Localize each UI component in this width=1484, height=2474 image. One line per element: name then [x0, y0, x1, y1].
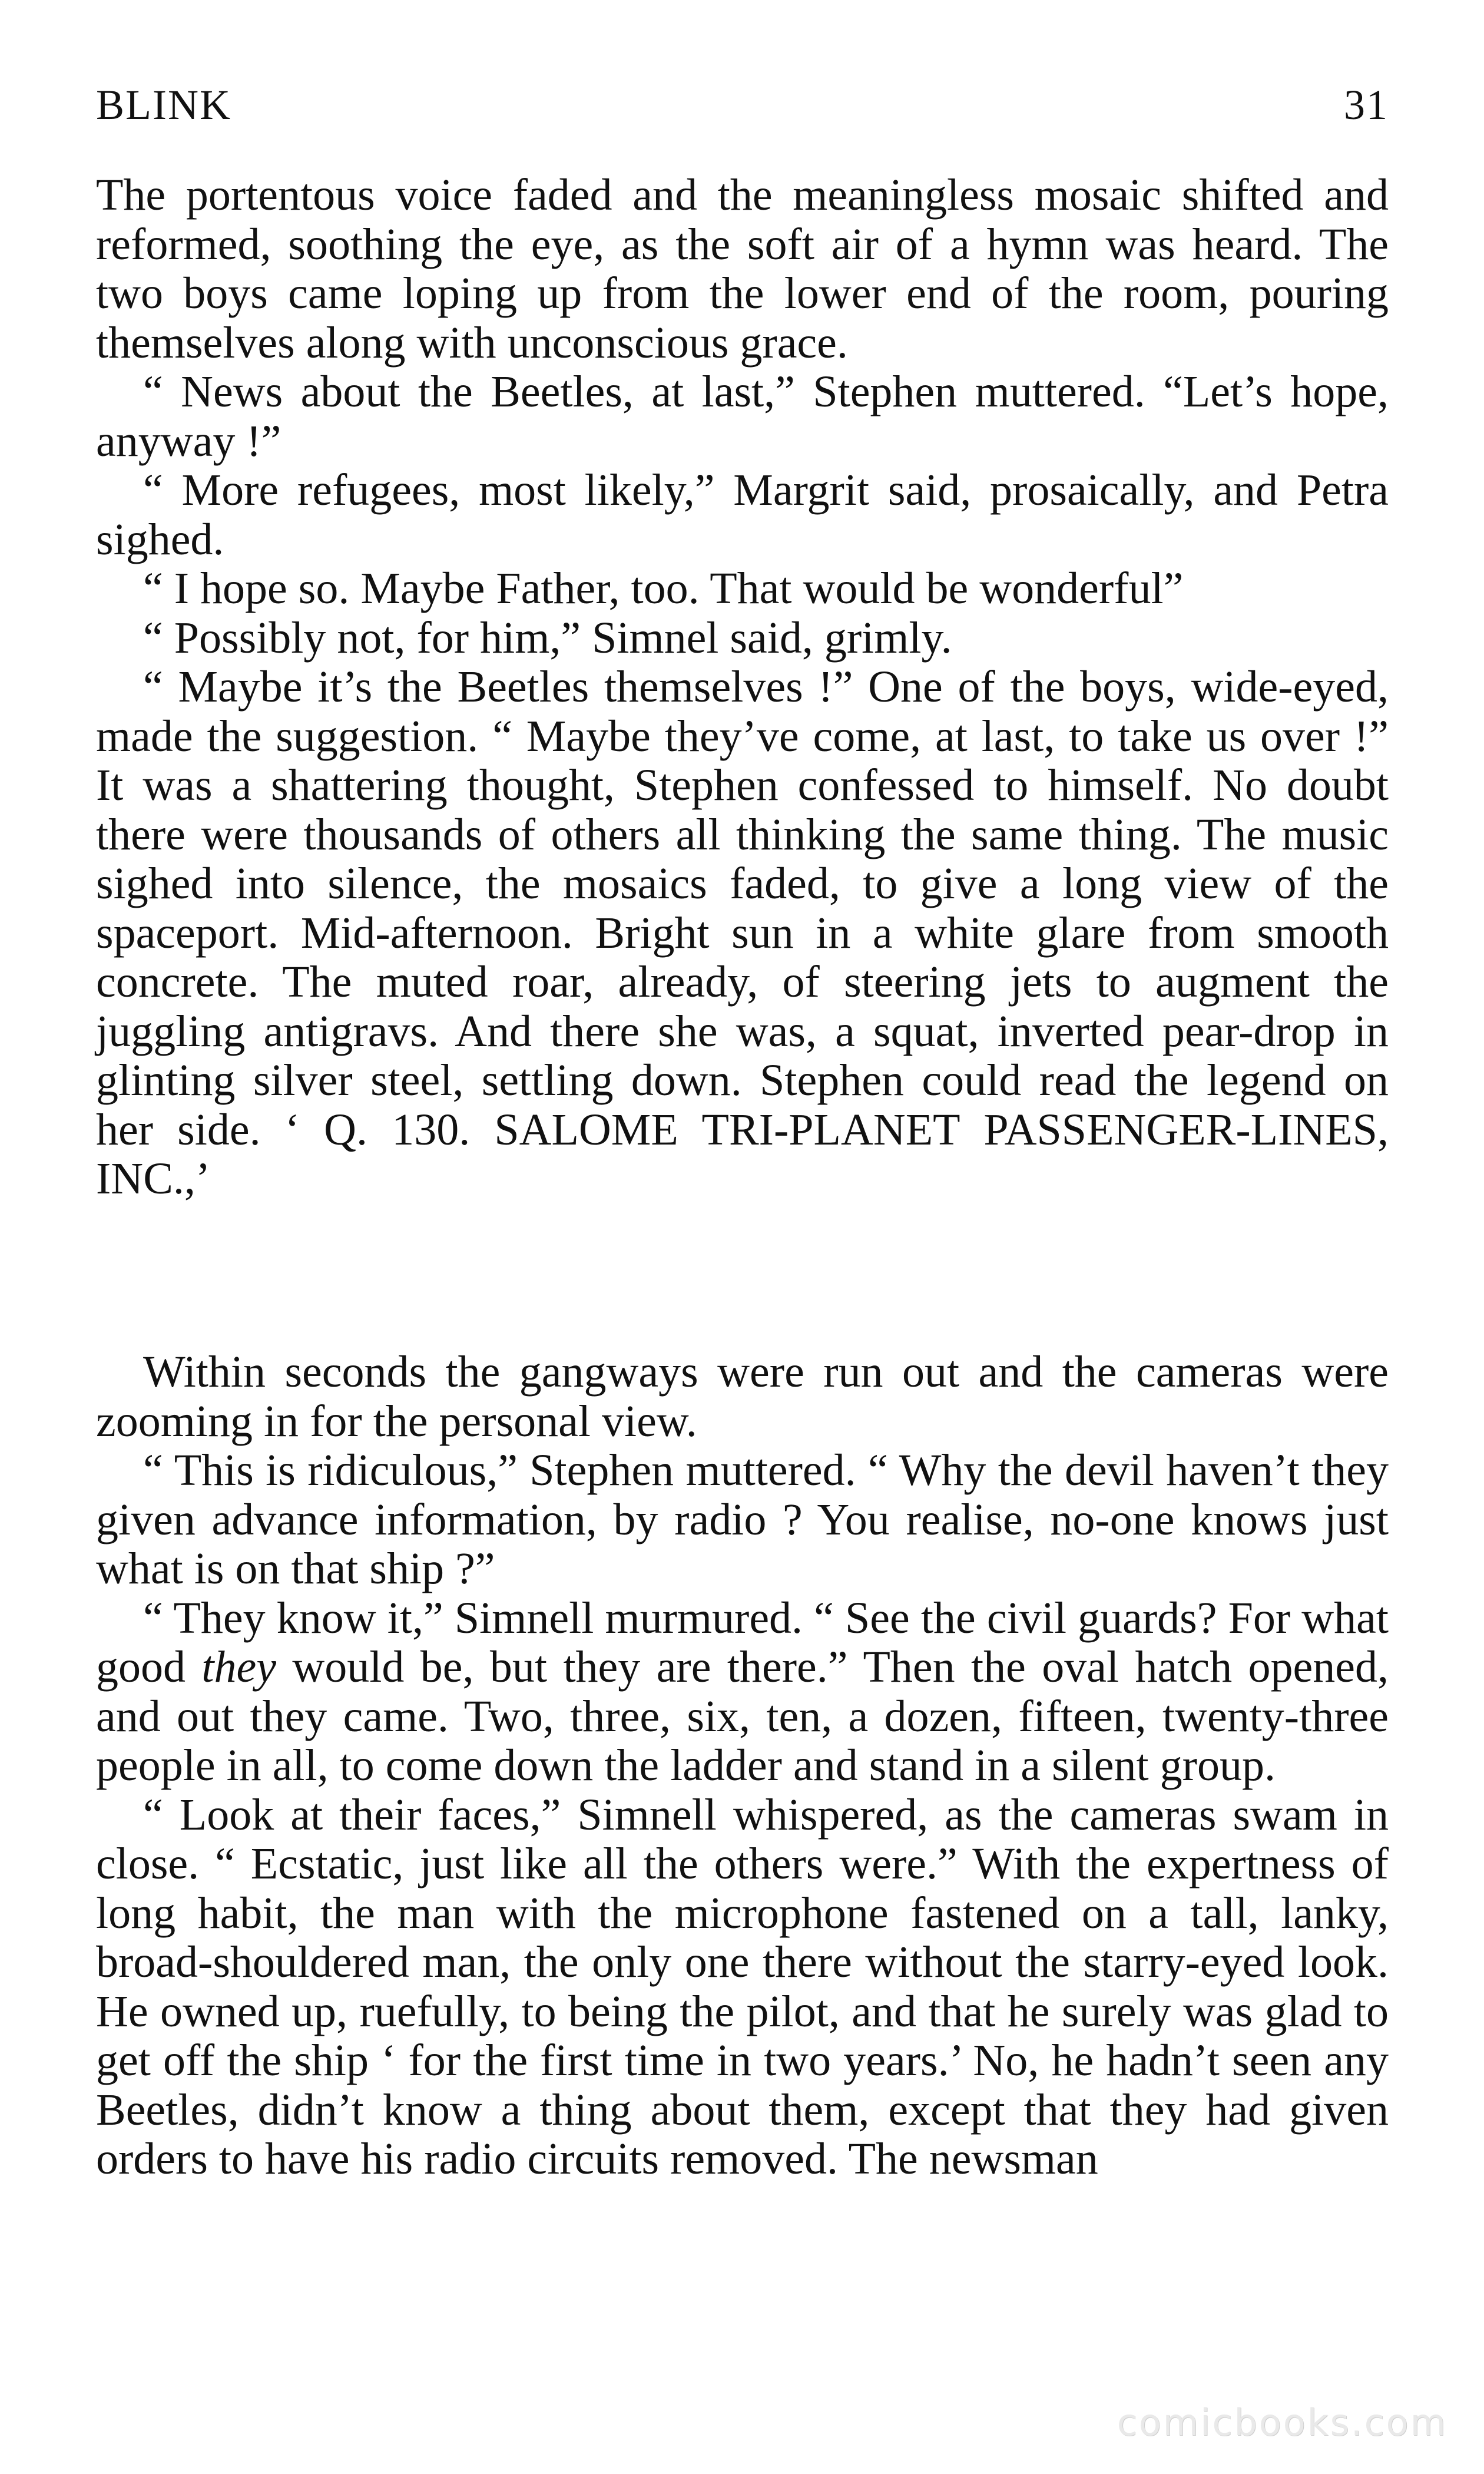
paragraph: “ More refugees, most likely,” Margrit said, prosaically, and Petra sighed.: [96, 465, 1389, 564]
paragraph: “ I hope so. Maybe Father, too. That would be wonderful”: [143, 564, 1184, 613]
page-number: 31: [1344, 81, 1389, 128]
running-header: [96, 75, 1389, 134]
paragraph: The portentous voice faded and the meaningless mosaic shifted and reformed, soothing the eye, as the soft air of a hymn was heard. The two boys came loping up from the lower end of the room, pouring themselves along with unconscious grace.: [96, 170, 1389, 368]
paragraph: Within seconds the gangways were run out and the cameras were zooming in for the personal view.: [96, 1347, 1389, 1446]
watermark: comicbooks.com: [1117, 2401, 1447, 2444]
paragraph: “ Maybe it’s the Beetles themselves !” One of the boys, wide-eyed, made the suggestion. “ Maybe they’ve come, at last, to take us over !” It was a shattering thought, Stephen confessed to himself. No doubt there were thousands of others all thinking the same thing. The music sighed into silence, the mosaics faded, to give a long view of the spaceport. Mid-afternoon. Bright sun in a white glare from smooth concrete. The muted roar, already, of steering jets to augment the juggling antigravs. And there she was, a squat, inverted pear-drop in glinting silver steel, settling down. Stephen could read the legend on her side. ‘ Q. 130. SALOME TRI-PLANET PASSENGER-LINES, INC.,’: [96, 662, 1389, 1203]
paragraph-text: “ They know it,” Simnell murmured. “ See the civil guards? For what good: [96, 1593, 1389, 1692]
paragraph-text: would be, but they are there.” Then the oval hatch opened, and out they came. Two, three, six, ten, a dozen, fifteen, twenty-three people in all, to come down the ladder and stand in a silent group.: [96, 1642, 1389, 1790]
paragraph: “ Look at their faces,” Simnell whispered, as the cameras swam in close. “ Ecstatic, just like all the others were.” With the expertness of long habit, the man with the microphone fastened on a tall, lanky, broad-shouldered man, the only one there without the starry-eyed look. He owned up, ruefully, to being the pilot, and that he surely was glad to get off the ship ‘ for the first time in two years.’ No, he hadn’t seen any Beetles, didn’t know a thing about them, except that they had given orders to have his radio circuits removed. The newsman: [96, 1790, 1389, 2184]
paragraph: [96, 1594, 1389, 1791]
running-title: BLINK: [96, 81, 231, 128]
paragraph: “ News about the Beetles, at last,” Stephen muttered. “Let’s hope, anyway !”: [96, 367, 1389, 466]
paragraph: “ This is ridiculous,” Stephen muttered. “ Why the devil haven’t they given advance information, by radio ? You realise, no-one knows just what is on that ship ?”: [96, 1446, 1389, 1593]
emphasized-word: they: [201, 1642, 276, 1692]
body-section-two: [96, 1348, 1389, 2184]
body-section-one: [96, 171, 1389, 1204]
paragraph: “ Possibly not, for him,” Simnel said, grimly.: [143, 613, 952, 663]
